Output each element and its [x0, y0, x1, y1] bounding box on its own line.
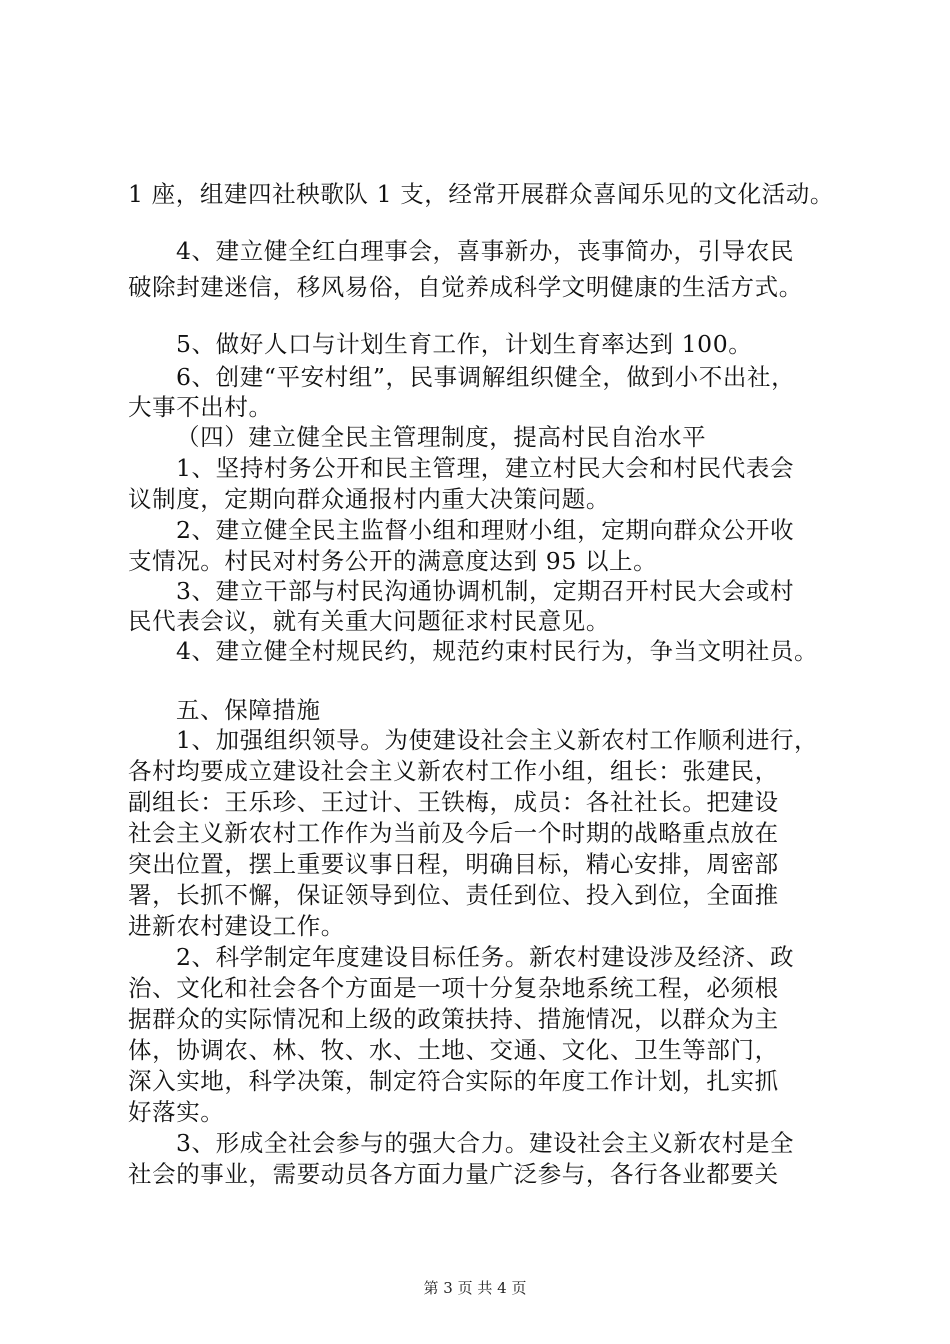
paragraph-line: 1、坚持村务公开和民主管理，建立村民大会和村民代表会: [176, 454, 795, 482]
paragraph-line: 议制度，定期向群众通报村内重大决策问题。: [128, 485, 610, 513]
paragraph-line: 2、建立健全民主监督小组和理财小组，定期向群众公开收: [176, 516, 795, 544]
paragraph-line: 治、文化和社会各个方面是一项十分复杂地系统工程，必须根: [128, 974, 779, 1002]
paragraph-line: 2、科学制定年度建设目标任务。新农村建设涉及经济、政: [176, 943, 795, 971]
paragraph-line: 据群众的实际情况和上级的政策扶持、措施情况，以群众为主: [128, 1005, 779, 1033]
paragraph-line: 好落实。: [128, 1098, 225, 1126]
section-heading: 五、保障措施: [176, 696, 321, 724]
paragraph-line: 1、加强组织领导。为使建设社会主义新农村工作顺利进行，: [176, 726, 819, 754]
paragraph-line: 副组长：王乐珍、王过计、王铁梅，成员：各社社长。把建设: [128, 788, 779, 816]
paragraph-line: 破除封建迷信，移风易俗，自觉养成科学文明健康的生活方式。: [128, 273, 803, 301]
paragraph-line: 体，协调农、林、牧、水、土地、交通、文化、卫生等部门，: [128, 1036, 779, 1064]
paragraph-line: 进新农村建设工作。: [128, 912, 345, 940]
page-number-footer: 第 3 页 共 4 页: [423, 1279, 527, 1297]
paragraph-line: 6、创建“平安村组”，民事调解组织健全，做到小不出社，: [176, 363, 796, 391]
paragraph-line: 3、形成全社会参与的强大合力。建设社会主义新农村是全: [176, 1129, 795, 1157]
paragraph-line: 突出位置，摆上重要议事日程，明确目标，精心安排，周密部: [128, 850, 779, 878]
paragraph-line: 5、做好人口与计划生育工作，计划生育率达到 100。: [176, 330, 753, 358]
paragraph-line: 民代表会议，就有关重大问题征求村民意见。: [128, 607, 610, 635]
paragraph-line: 社会的事业，需要动员各方面力量广泛参与，各行各业都要关: [128, 1160, 779, 1188]
paragraph-line: 3、建立干部与村民沟通协调机制，定期召开村民大会或村: [176, 577, 795, 605]
paragraph-line: 大事不出村。: [128, 393, 273, 421]
paragraph-line: 各村均要成立建设社会主义新农村工作小组，组长：张建民，: [128, 757, 779, 785]
section-heading: （四）建立健全民主管理制度，提高村民自治水平: [176, 423, 707, 451]
paragraph-line: 4、建立健全红白理事会，喜事新办，丧事简办，引导农民: [176, 237, 795, 265]
paragraph-line: 支情况。村民对村务公开的满意度达到 95 以上。: [128, 547, 658, 575]
paragraph-line: 1 座，组建四社秧歌队 1 支，经常开展群众喜闻乐见的文化活动。: [128, 180, 835, 208]
paragraph-line: 社会主义新农村工作作为当前及今后一个时期的战略重点放在: [128, 819, 779, 847]
paragraph-line: 深入实地，科学决策，制定符合实际的年度工作计划，扎实抓: [128, 1067, 779, 1095]
paragraph-line: 4、建立健全村规民约，规范约束村民行为，争当文明社员。: [176, 637, 819, 665]
paragraph-line: 署，长抓不懈，保证领导到位、责任到位、投入到位，全面推: [128, 881, 779, 909]
